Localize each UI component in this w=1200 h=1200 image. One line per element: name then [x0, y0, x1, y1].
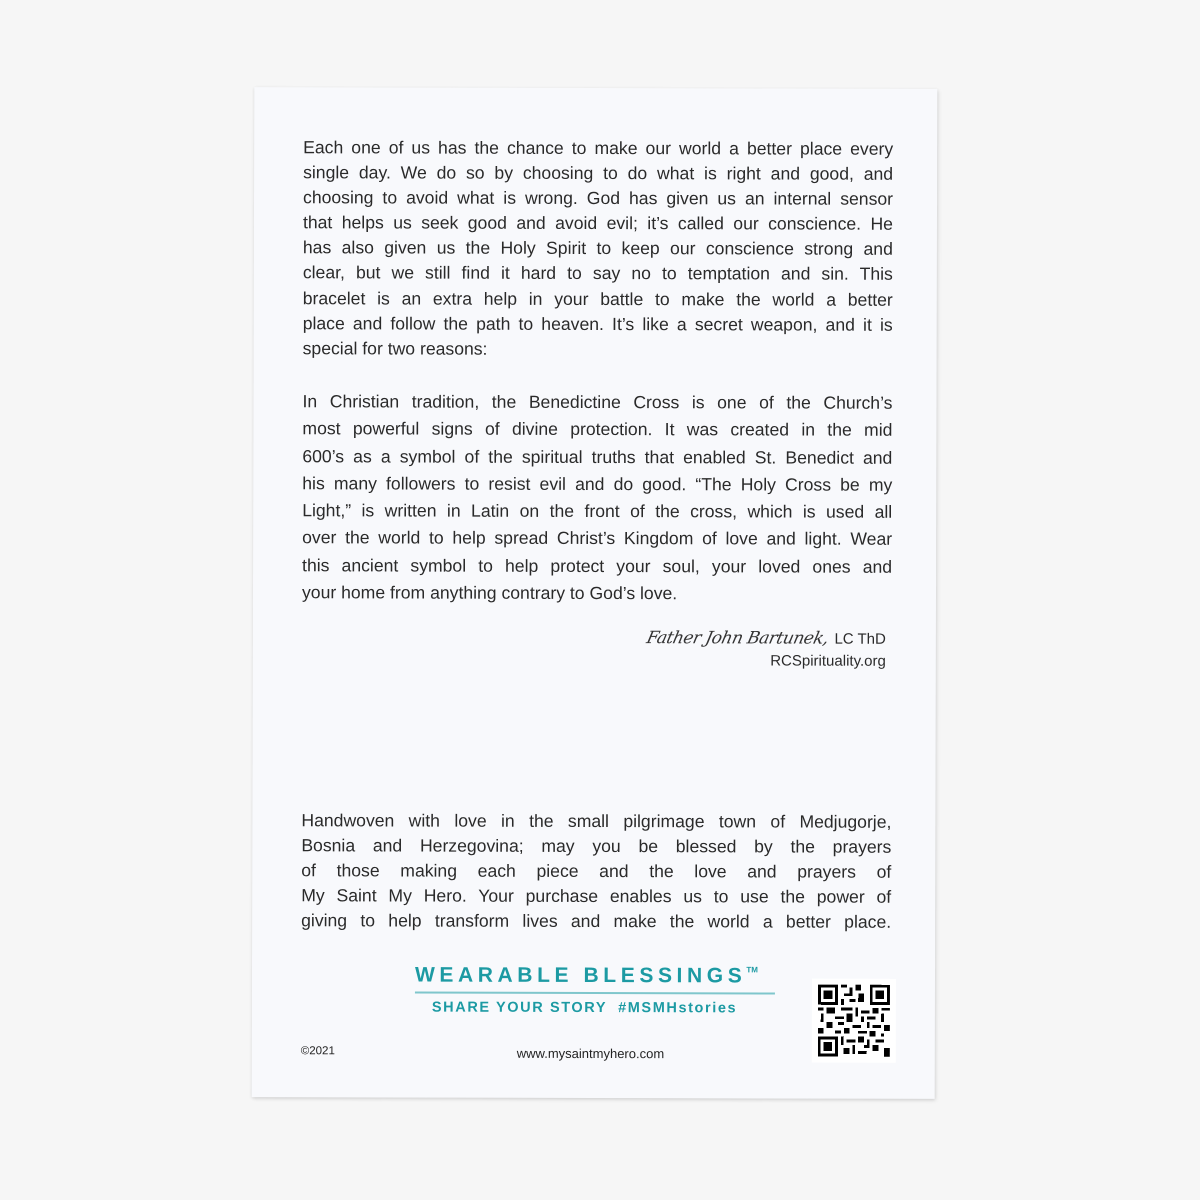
text-line: of those making each piece and the love and prayers of	[301, 860, 892, 882]
trademark-mark: TM	[746, 965, 758, 975]
text-line: giving to help transform lives and make the world a better place.	[301, 910, 892, 932]
product-card	[252, 87, 938, 1099]
copyright: ©2021	[300, 1045, 335, 1058]
text-line: single day. We do so by choosing to do what is right and good, and	[303, 162, 894, 184]
text-line: his many followers to resist evil and do good. “The Holy Cross be my	[302, 473, 893, 495]
signature-credentials: LC ThD	[834, 630, 886, 648]
text-line: Each one of us has the chance to make our world a better place every	[303, 137, 894, 159]
text-line: 600’s as a symbol of the spiritual truths that enabled St. Benedict and	[302, 445, 893, 468]
text-line: In Christian tradition, the Benedictine Cross is one of the Church’s	[302, 391, 893, 413]
qr-code-icon	[812, 979, 896, 1063]
brand-block	[415, 964, 775, 1017]
signature-script: Father John Bartunek,	[645, 628, 831, 649]
text-line: Light,” is written in Latin on the front of the cross, which is used all	[302, 500, 893, 522]
brand-tagline: SHARE YOUR STORY #MSMHstories	[431, 999, 738, 1017]
website-url: www.mysaintmyhero.com	[516, 1045, 665, 1062]
text-line: place and follow the path to heaven. It’s like a secret weapon, and it is	[302, 312, 893, 335]
benedictine-cross-paragraph	[302, 388, 893, 608]
text-line: clear, but we still find it hard to say no to temptation and sin. This	[302, 262, 893, 285]
text-line: has also given us the Holy Spirit to keep our conscience strong and	[302, 237, 893, 260]
text-line: Bosnia and Herzegovina; may you be blessed by the prayers	[301, 835, 892, 857]
handwoven-paragraph	[301, 808, 891, 935]
brand-title-text: WEARABLE BLESSINGS	[414, 963, 747, 988]
text-line: My Saint My Hero. Your purchase enables us to use the power of	[301, 885, 892, 907]
brand-title	[415, 964, 775, 995]
text-line: that helps us seek good and avoid evil; it’s called our conscience. He	[302, 212, 893, 235]
signature-website: RCSpirituality.org	[770, 652, 886, 670]
text-line: your home from anything contrary to God’s love.	[301, 582, 678, 604]
intro-paragraph	[303, 135, 894, 362]
text-line: most powerful signs of divine protection. It was created in the mid	[302, 418, 893, 441]
text-line: bracelet is an extra help in your battle to make the world a better	[302, 287, 893, 310]
text-line: special for two reasons:	[302, 337, 488, 359]
text-line: choosing to avoid what is wrong. God has given us an internal sensor	[303, 187, 894, 209]
text-line: this ancient symbol to help protect your soul, your loved ones and	[302, 555, 893, 577]
text-line: over the world to help spread Christ’s Kingdom of love and light. Wear	[302, 527, 893, 550]
signature-block	[647, 628, 886, 670]
text-line: Handwoven with love in the small pilgrimage town of Medjugorje,	[301, 810, 892, 832]
